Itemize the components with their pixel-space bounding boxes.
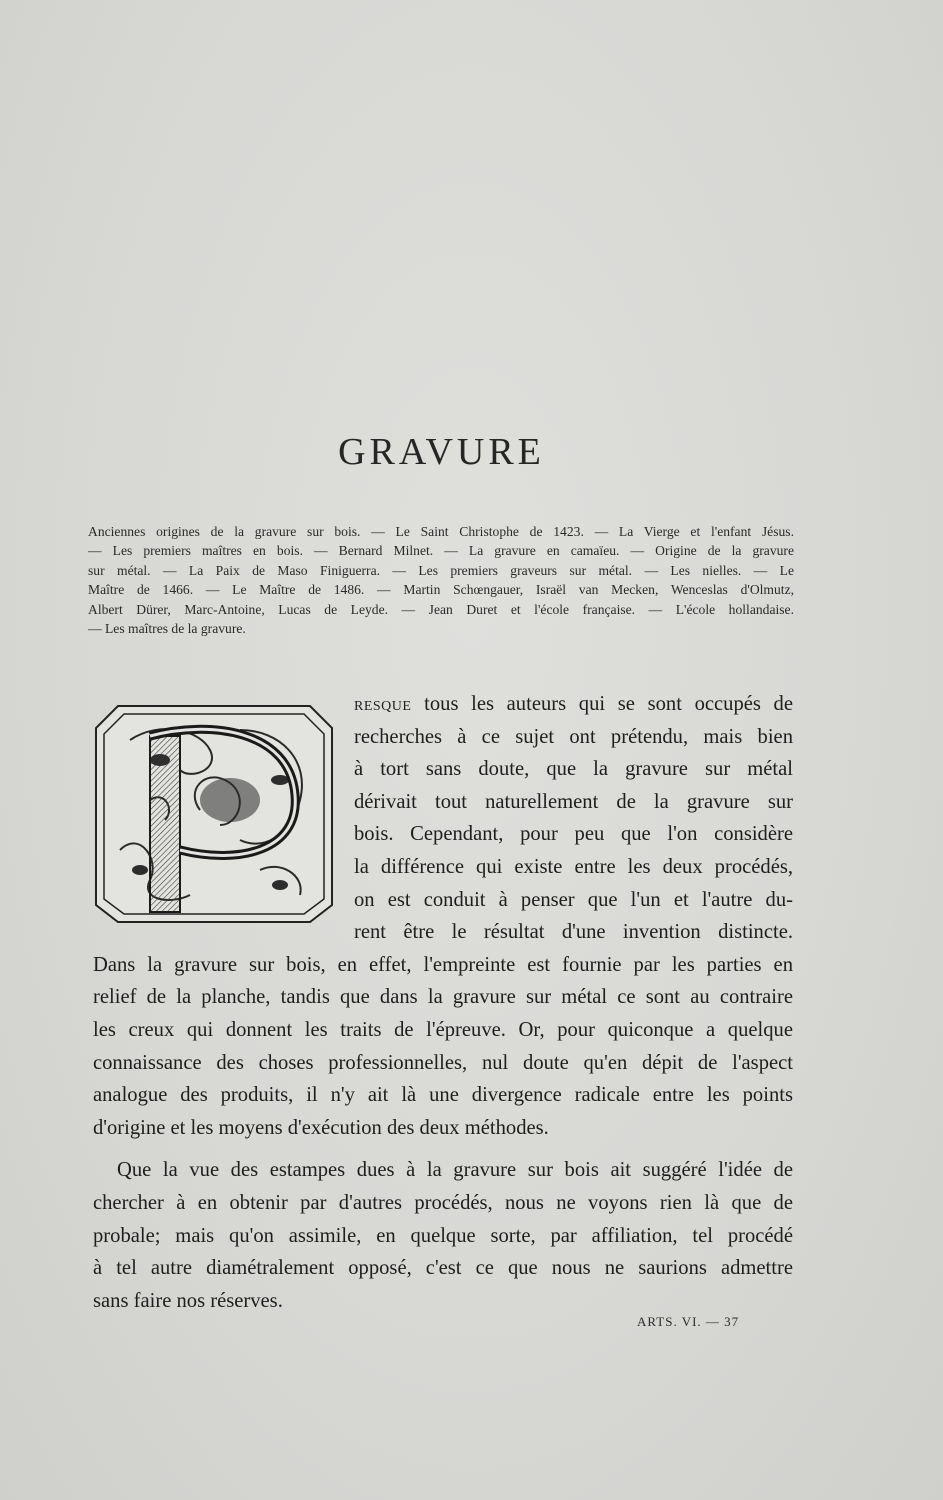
- text-line: bois. Cependant, pour peu que l'on considère: [354, 823, 793, 846]
- text-line: la différence qui existe entre les deux procédés,: [354, 855, 793, 878]
- summary-line: Anciennes origines de la gravure sur bois. — Le Saint Christophe de 1423. — La Vierge et l'enfant Jésus.: [88, 524, 794, 539]
- summary-line: — Les maîtres de la gravure.: [88, 621, 246, 637]
- text-line: à tel autre diamétralement opposé, c'est ce que nous ne saurions admettre: [93, 1257, 793, 1280]
- text-line: relief de la planche, tandis que dans la gravure sur métal ce sont au contraire: [93, 986, 793, 1009]
- paragraph-2: [93, 1154, 793, 1317]
- text-line: recherches à ce sujet ont prétendu, mais bien: [354, 725, 793, 748]
- text-line: probale; mais qu'on assimile, en quelque sorte, par affiliation, tel procédé: [93, 1224, 793, 1247]
- body-text: [93, 688, 793, 1317]
- text-line: [354, 688, 793, 721]
- summary-line: sur métal. — La Paix de Maso Finiguerra. — Les premiers graveurs sur métal. — Les nielles. — Le: [88, 562, 794, 578]
- text-line: d'origine et les moyens d'exécution des deux méthodes.: [93, 1116, 549, 1139]
- text-line: les creux qui donnent les traits de l'épreuve. Or, pour quiconque a quelque: [93, 1018, 793, 1041]
- text-line: on est conduit à penser que l'un et l'autre du-: [354, 888, 793, 911]
- text-fragment: tous les auteurs qui se sont occupés de: [424, 693, 793, 715]
- paragraph-1-full: [93, 949, 793, 1145]
- chapter-summary: [88, 522, 794, 638]
- first-word: resque: [354, 693, 412, 715]
- text-line: chercher à en obtenir par d'autres procédés, nous ne voyons rien là que de: [93, 1191, 793, 1214]
- text-line: analogue des produits, il n'y ait là une divergence radicale entre les points: [93, 1084, 793, 1107]
- text-line: Que la vue des estampes dues à la gravure sur bois ait suggéré l'idée de: [117, 1159, 793, 1182]
- summary-line: Maître de 1466. — Le Maître de 1486. — Martin Schœngauer, Israël van Mecken, Wenceslas d'Olmutz,: [88, 582, 794, 598]
- text-line: dérivait tout naturellement de la gravure sur: [354, 790, 793, 813]
- paragraph-1-indented: [93, 688, 793, 949]
- summary-line: Albert Dürer, Marc-Antoine, Lucas de Leyde. — Jean Duret et l'école française. — L'école hollandaise.: [88, 601, 794, 617]
- text-line: à tort sans doute, que la gravure sur métal: [354, 758, 793, 781]
- text-line: sans faire nos réserves.: [93, 1289, 283, 1312]
- text-line: Dans la gravure sur bois, en effet, l'empreinte est fournie par les parties en: [93, 953, 793, 976]
- drop-cap-letter: P: [210, 839, 218, 853]
- summary-line: — Les premiers maîtres en bois. — Bernard Milnet. — La gravure en camaïeu. — Origine de la gravure: [88, 543, 794, 559]
- text-line: connaissance des choses professionnelles, nul doute qu'en dépit de l'aspect: [93, 1051, 793, 1074]
- text-line: rent être le résultat d'une invention distincte.: [354, 921, 793, 944]
- page-folio: ARTS. VI. — 37: [637, 1314, 740, 1329]
- chapter-title: GRAVURE: [338, 431, 545, 473]
